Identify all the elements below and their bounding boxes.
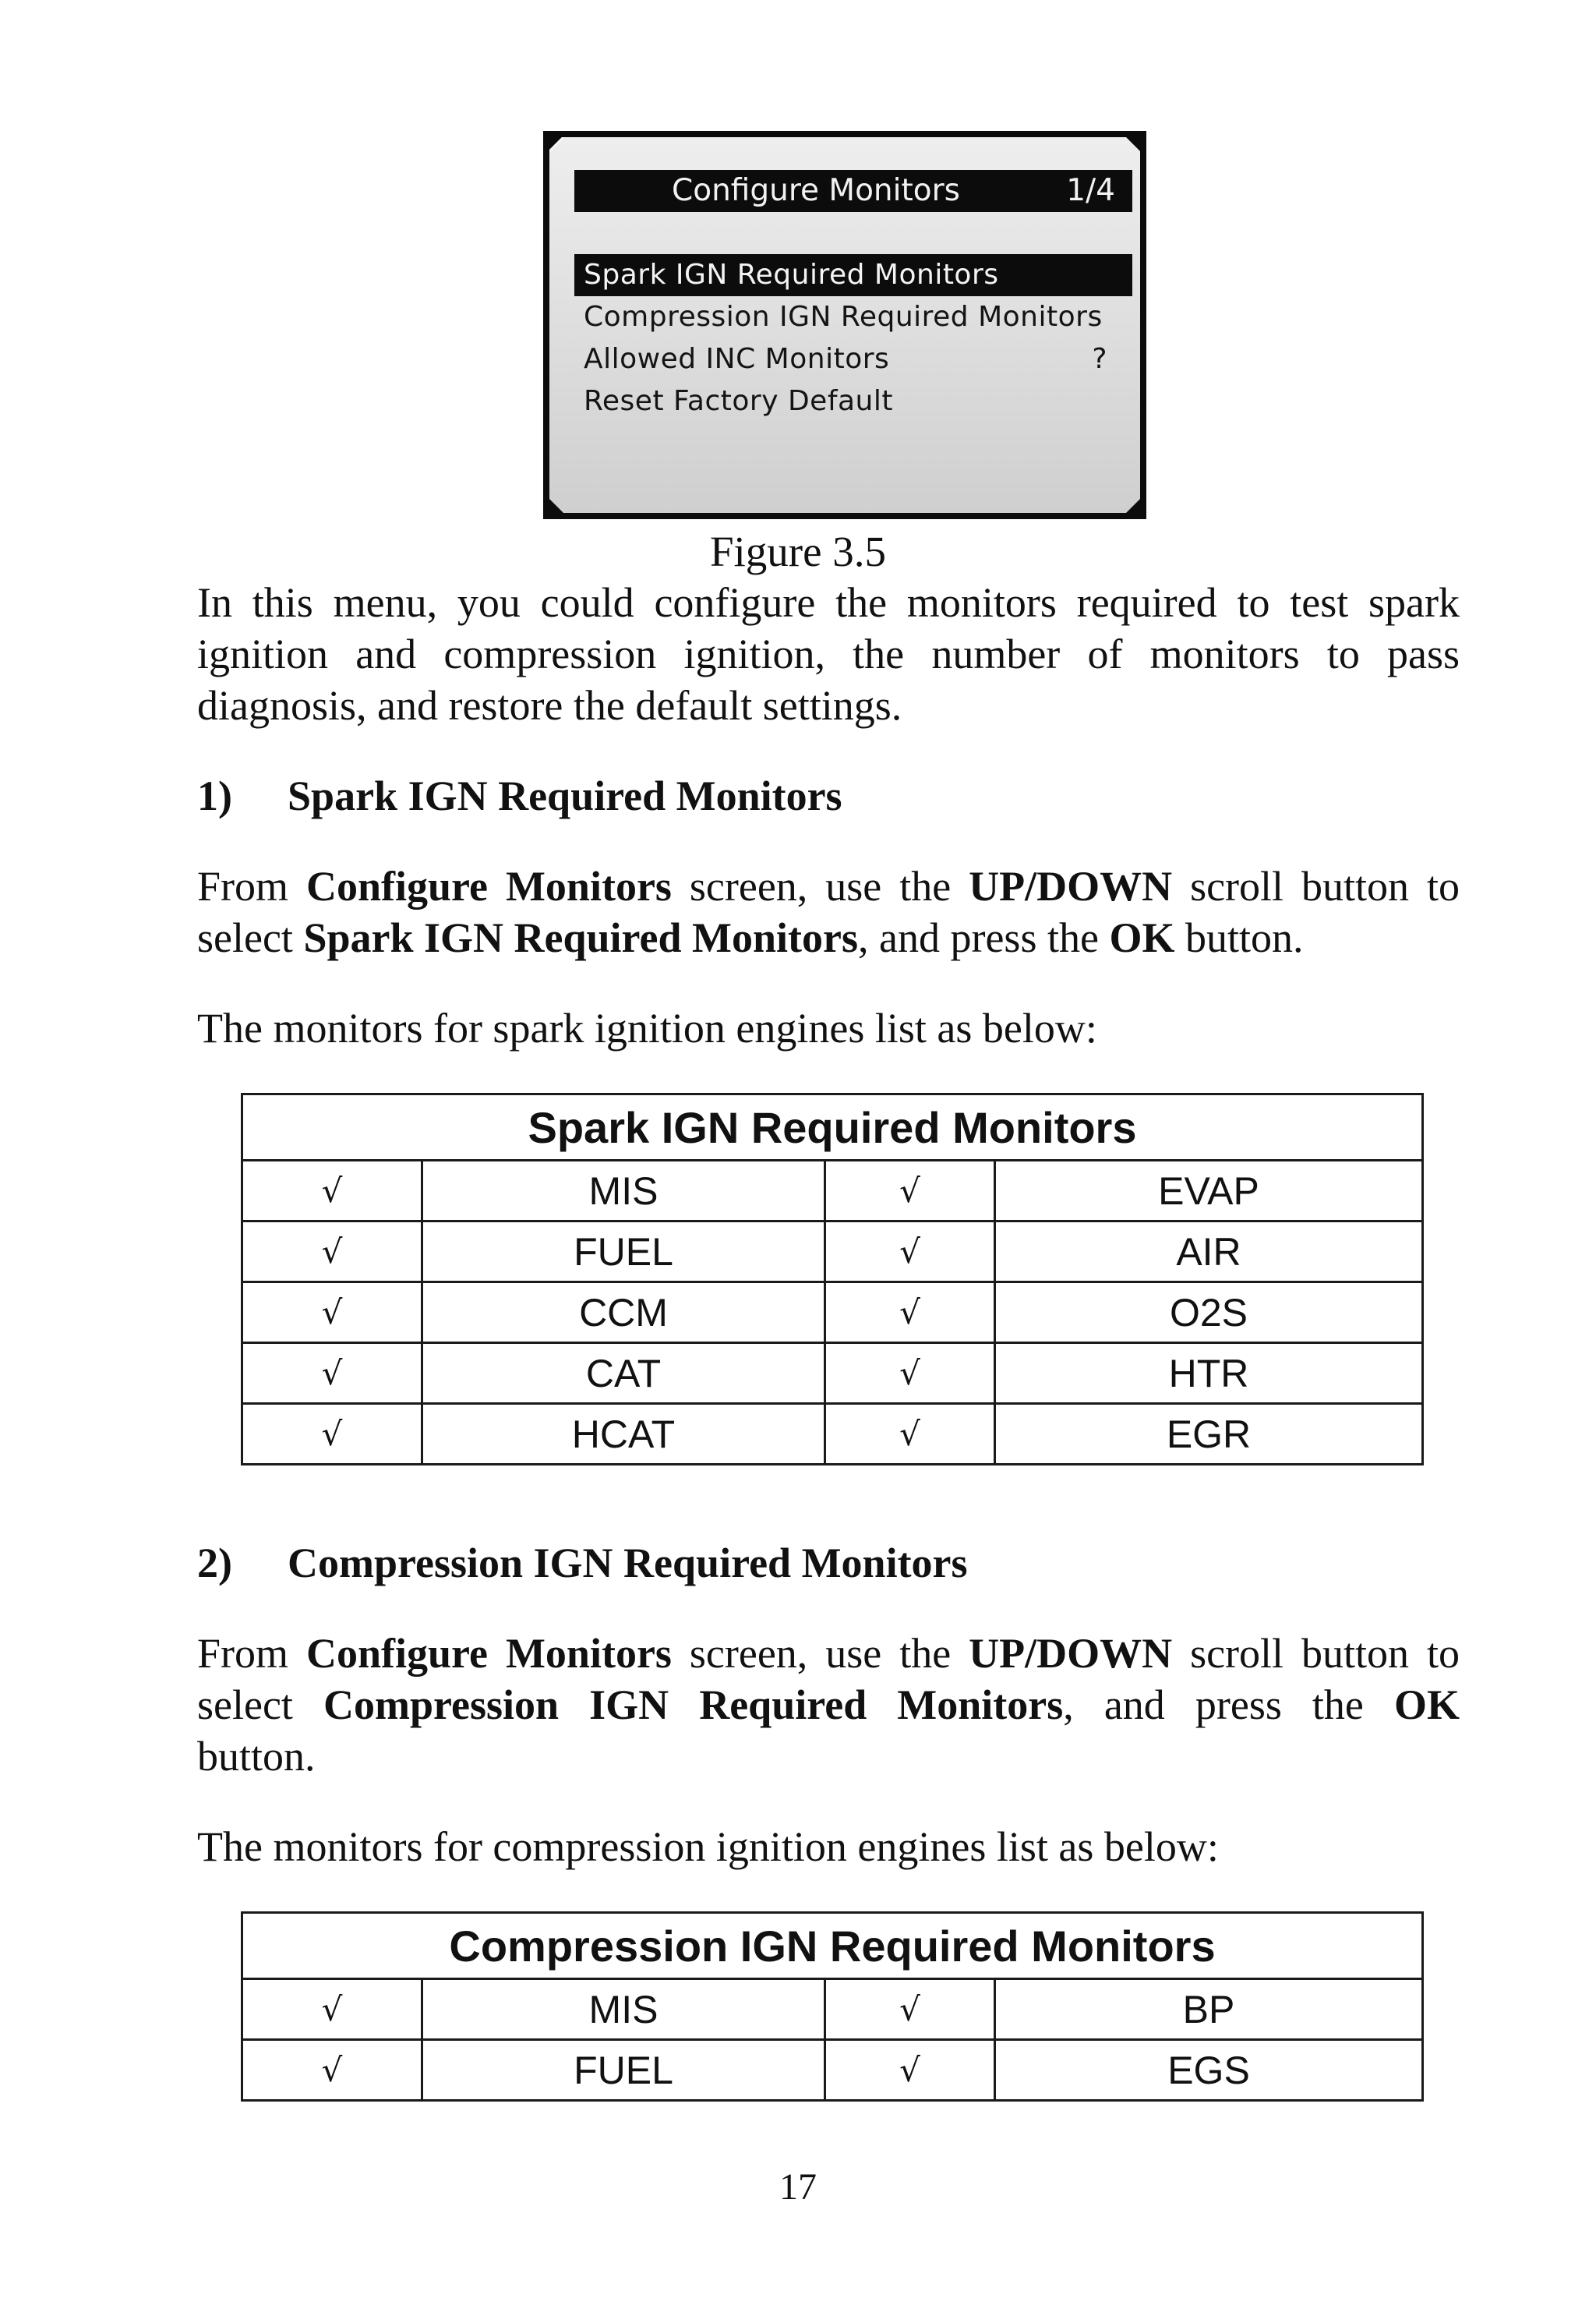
screen-menu: [574, 254, 1132, 422]
section2-paragraph: [197, 1628, 1460, 1782]
monitor-name: HTR: [995, 1343, 1423, 1404]
check-mark: √: [825, 1343, 995, 1404]
monitor-name: AIR: [995, 1221, 1423, 1282]
table-row: [242, 1404, 1423, 1465]
paragraph-line: [197, 1679, 1460, 1731]
text-run: From: [197, 1630, 306, 1677]
paragraph-line: The monitors for spark ignition engines list as below:: [197, 1005, 1097, 1052]
device-screen-figure: [543, 131, 1146, 519]
monitor-name: EVAP: [995, 1161, 1423, 1221]
menu-item-label: Spark IGN Required Monitors: [584, 259, 999, 291]
table-row: [242, 1282, 1423, 1343]
section1-list-intro: [197, 1002, 1460, 1054]
monitor-name: O2S: [995, 1282, 1423, 1343]
monitor-name: BP: [995, 1979, 1423, 2040]
monitor-name: FUEL: [422, 2040, 825, 2101]
text-run: From: [197, 863, 306, 910]
screen-title: Configure Monitors: [672, 173, 960, 208]
check-mark: √: [242, 1161, 422, 1221]
text-run: select: [197, 914, 304, 961]
menu-item-allowed-inc[interactable]: [574, 338, 1132, 380]
text-run: scroll button to: [1172, 1630, 1460, 1677]
check-mark: √: [825, 1282, 995, 1343]
monitor-name: EGS: [995, 2040, 1423, 2101]
screen-title-bar: [574, 170, 1132, 212]
paragraph-line: [197, 912, 1460, 963]
bold-term: Compression IGN Required Monitors: [323, 1681, 1064, 1728]
monitor-name: EGR: [995, 1404, 1423, 1465]
section-number: 1): [197, 772, 232, 819]
menu-item-compression-ign[interactable]: [574, 296, 1132, 338]
check-mark: √: [242, 1282, 422, 1343]
menu-item-label: Compression IGN Required Monitors: [584, 301, 1103, 333]
section1-paragraph: [197, 861, 1460, 963]
monitor-name: HCAT: [422, 1404, 825, 1465]
table-row: [242, 2040, 1423, 2101]
paragraph-line: [197, 861, 1460, 912]
check-mark: √: [242, 2040, 422, 2101]
paragraph-line: button.: [197, 1733, 316, 1780]
bold-term: UP/DOWN: [969, 1630, 1173, 1677]
monitor-name: CCM: [422, 1282, 825, 1343]
table-row: [242, 1221, 1423, 1282]
text-run: , and press the: [858, 914, 1110, 961]
figure-caption: Figure 3.5: [709, 528, 887, 575]
menu-item-spark-ign[interactable]: [574, 254, 1132, 296]
text-run: , and press the: [1063, 1681, 1394, 1728]
monitor-name: CAT: [422, 1343, 825, 1404]
section-title: Compression IGN Required Monitors: [288, 1540, 968, 1586]
paragraph-line: [197, 1628, 1460, 1679]
check-mark: √: [825, 1404, 995, 1465]
check-mark: √: [242, 1979, 422, 2040]
menu-item-label: Allowed INC Monitors: [584, 343, 890, 375]
compression-ign-monitors-table: [241, 1911, 1424, 2102]
text-run: scroll button to: [1172, 863, 1460, 910]
intro-line: ignition and compression ignition, the number of monitors to pass: [197, 631, 1460, 677]
bold-term: UP/DOWN: [969, 863, 1173, 910]
page-number: 17: [779, 2166, 817, 2208]
intro-line: diagnosis, and restore the default settings.: [197, 682, 902, 729]
check-mark: √: [825, 2040, 995, 2101]
check-mark: √: [825, 1161, 995, 1221]
table-row: [242, 1161, 1423, 1221]
check-mark: √: [242, 1343, 422, 1404]
help-mark: ?: [1092, 343, 1107, 375]
paragraph-line: The monitors for compression ignition engines list as below:: [197, 1823, 1219, 1870]
monitor-name: MIS: [422, 1161, 825, 1221]
screen-page-indicator: 1/4: [1066, 173, 1115, 208]
intro-paragraph: [197, 577, 1460, 731]
table-row: [242, 1343, 1423, 1404]
section-number: 2): [197, 1540, 232, 1586]
text-run: button.: [1174, 914, 1304, 961]
spark-ign-monitors-table: [241, 1093, 1424, 1465]
table-title: Spark IGN Required Monitors: [242, 1094, 1423, 1161]
table-row: [242, 1979, 1423, 2040]
text-run: screen, use the: [671, 1630, 969, 1677]
bold-term: Configure Monitors: [305, 1630, 672, 1677]
text-run: screen, use the: [671, 863, 969, 910]
section-heading: [197, 772, 842, 820]
bold-term: Spark IGN Required Monitors: [303, 914, 859, 961]
menu-item-reset-default[interactable]: [574, 380, 1132, 422]
menu-item-label: Reset Factory Default: [584, 385, 893, 417]
section-title: Spark IGN Required Monitors: [288, 772, 842, 819]
check-mark: √: [242, 1221, 422, 1282]
monitor-name: MIS: [422, 1979, 825, 2040]
monitor-name: FUEL: [422, 1221, 825, 1282]
check-mark: √: [825, 1221, 995, 1282]
check-mark: √: [242, 1404, 422, 1465]
intro-line: In this menu, you could configure the monitors required to test spark: [197, 579, 1460, 626]
section2-list-intro: [197, 1821, 1460, 1872]
check-mark: √: [825, 1979, 995, 2040]
text-run: select: [197, 1681, 323, 1728]
bold-term: OK: [1393, 1681, 1460, 1728]
table-title: Compression IGN Required Monitors: [242, 1913, 1423, 1979]
bold-term: OK: [1109, 914, 1175, 961]
section-heading: [197, 1539, 968, 1587]
bold-term: Configure Monitors: [305, 863, 672, 910]
